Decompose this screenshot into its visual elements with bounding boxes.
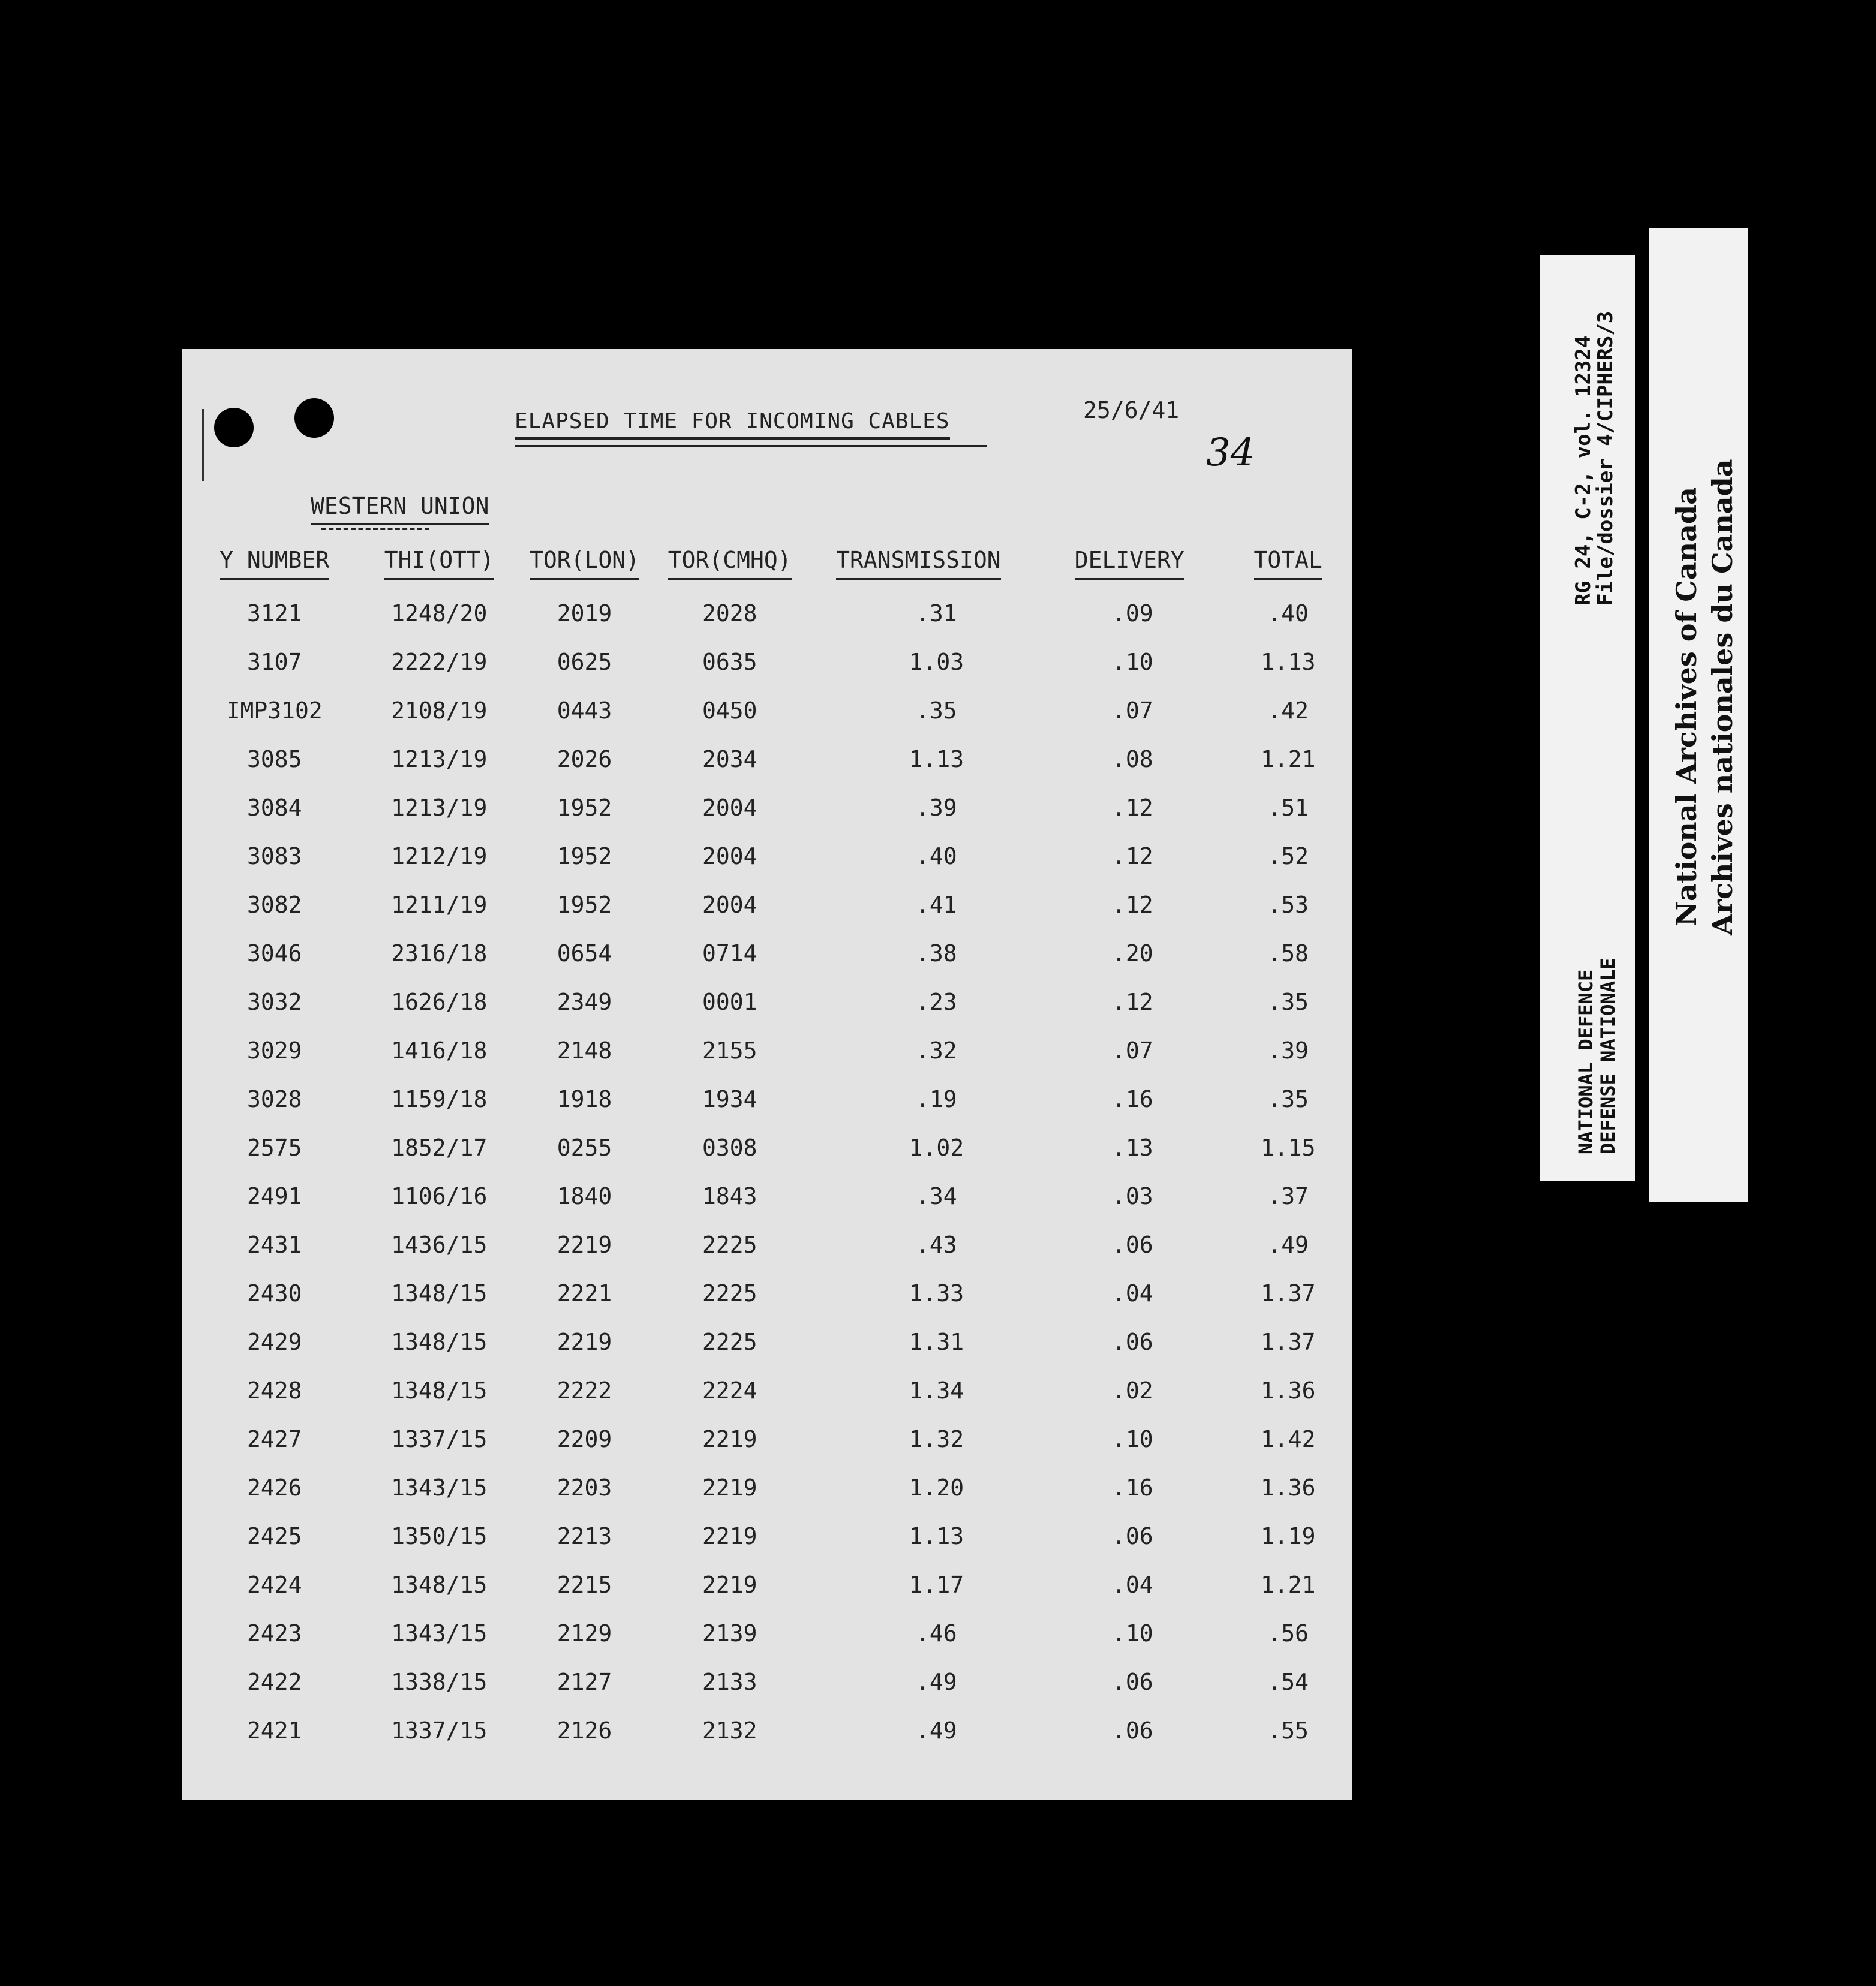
table-cell: 2421 (246, 1717, 302, 1744)
table-cell: 0714 (702, 940, 757, 967)
document-page (182, 349, 1352, 1800)
table-cell: .37 (1267, 1182, 1309, 1209)
table-cell: 0308 (702, 1134, 757, 1161)
table-cell: 1.37 (1260, 1280, 1316, 1307)
table-cell: 1159/18 (391, 1085, 488, 1112)
table-cell: .43 (916, 1231, 957, 1258)
table-cell: .35 (1267, 988, 1309, 1015)
table-cell: .13 (1111, 1134, 1153, 1161)
table-cell: 1952 (557, 891, 612, 918)
table-cell: .06 (1111, 1328, 1153, 1355)
table-cell: .31 (916, 600, 957, 627)
table-cell: .06 (1111, 1668, 1153, 1695)
column-header: TOR(LON) (511, 547, 658, 589)
table-cell: 2428 (246, 1377, 302, 1404)
table-cell: 3084 (246, 794, 302, 821)
table-cell: 2203 (557, 1474, 612, 1501)
table-cell: IMP3102 (226, 697, 323, 724)
table-cell: .16 (1111, 1474, 1153, 1501)
table-cell: 0635 (702, 648, 757, 675)
table-cell: 1212/19 (391, 842, 488, 869)
table-cell: 1952 (557, 794, 612, 821)
table-cell: 2430 (246, 1280, 302, 1307)
table-cell: .39 (916, 794, 957, 821)
table-cell: .10 (1111, 1425, 1153, 1452)
table-cell: 2034 (702, 745, 757, 772)
table-cell: 1.34 (909, 1377, 964, 1404)
table-row (182, 1463, 1352, 1512)
table-cell: 2575 (246, 1134, 302, 1161)
document-date: 25/6/41 (1083, 397, 1180, 423)
table-cell: 2491 (246, 1182, 302, 1209)
table-cell: 1337/15 (391, 1717, 488, 1744)
table-cell: 2219 (702, 1425, 757, 1452)
table-cell: .06 (1111, 1717, 1153, 1744)
table-cell: 3121 (246, 600, 302, 627)
section-heading: WESTERN UNION (311, 493, 489, 525)
table-row (182, 1123, 1352, 1172)
table-cell: 2108/19 (391, 697, 488, 724)
document-title: ELAPSED TIME FOR INCOMING CABLES (515, 409, 950, 440)
table-row (182, 929, 1352, 977)
table-cell: 3029 (246, 1037, 302, 1064)
column-header: DELIVERY (1035, 547, 1223, 589)
table-cell: .12 (1111, 891, 1153, 918)
section-dashed-underline (321, 528, 429, 530)
table-cell: 1852/17 (391, 1134, 488, 1161)
table-cell: 2224 (702, 1377, 757, 1404)
table-row (182, 735, 1352, 783)
table-cell: .12 (1111, 794, 1153, 821)
table-cell: .40 (916, 842, 957, 869)
table-cell: 2222/19 (391, 648, 488, 675)
table-cell: 1436/15 (391, 1231, 488, 1258)
punch-hole (214, 408, 254, 447)
table-cell: 1.13 (1260, 648, 1316, 675)
table-row (182, 832, 1352, 880)
table-cell: 3107 (246, 648, 302, 675)
table-row (182, 783, 1352, 832)
table-cell: .07 (1111, 697, 1153, 724)
table-cell: 1.32 (909, 1425, 964, 1452)
table-cell: 1.15 (1260, 1134, 1316, 1161)
table-cell: 3083 (246, 842, 302, 869)
table-cell: .49 (916, 1717, 957, 1744)
table-cell: 0654 (557, 940, 612, 967)
table-cell: 3085 (246, 745, 302, 772)
table-cell: 2126 (557, 1717, 612, 1744)
table-row (182, 1609, 1352, 1657)
table-cell: .35 (916, 697, 957, 724)
table-cell: 3032 (246, 988, 302, 1015)
table-cell: 2219 (702, 1522, 757, 1549)
department-fr: DEFENSE NATIONALE (1597, 958, 1619, 1154)
column-header: Y NUMBER (182, 547, 367, 589)
cable-times-table (182, 547, 1352, 1755)
table-cell: 2219 (557, 1328, 612, 1355)
table-cell: 0255 (557, 1134, 612, 1161)
table-cell: 2225 (702, 1328, 757, 1355)
table-cell: .04 (1111, 1280, 1153, 1307)
table-cell: .55 (1267, 1717, 1309, 1744)
table-row (182, 1026, 1352, 1075)
table-cell: 2004 (702, 794, 757, 821)
table-cell: .32 (916, 1037, 957, 1064)
table-cell: 0450 (702, 697, 757, 724)
table-header-row (182, 547, 1352, 589)
table-cell: .08 (1111, 745, 1153, 772)
table-cell: 1.13 (909, 745, 964, 772)
table-cell: .49 (916, 1668, 957, 1695)
table-cell: .19 (916, 1085, 957, 1112)
margin-mark (202, 409, 204, 481)
table-cell: .02 (1111, 1377, 1153, 1404)
table-cell: .40 (1267, 600, 1309, 627)
table-cell: 1.33 (909, 1280, 964, 1307)
table-cell: 2423 (246, 1620, 302, 1647)
table-cell: 2219 (702, 1474, 757, 1501)
table-cell: .46 (916, 1620, 957, 1647)
table-row (182, 977, 1352, 1026)
table-cell: 2215 (557, 1571, 612, 1598)
table-cell: 2148 (557, 1037, 612, 1064)
table-cell: .23 (916, 988, 957, 1015)
table-row (182, 686, 1352, 735)
table-cell: 1248/20 (391, 600, 488, 627)
table-row (182, 1560, 1352, 1609)
table-cell: .42 (1267, 697, 1309, 724)
table-cell: .09 (1111, 600, 1153, 627)
table-row (182, 589, 1352, 637)
table-row (182, 1512, 1352, 1560)
table-cell: 1934 (702, 1085, 757, 1112)
table-cell: 1840 (557, 1182, 612, 1209)
table-cell: .54 (1267, 1668, 1309, 1695)
table-cell: 3082 (246, 891, 302, 918)
table-cell: 1.37 (1260, 1328, 1316, 1355)
table-cell: 2426 (246, 1474, 302, 1501)
table-cell: 2349 (557, 988, 612, 1015)
table-cell: 1348/15 (391, 1571, 488, 1598)
column-header: TOTAL (1223, 547, 1352, 589)
table-cell: .12 (1111, 842, 1153, 869)
table-cell: .41 (916, 891, 957, 918)
table-cell: 2225 (702, 1280, 757, 1307)
table-cell: 2222 (557, 1377, 612, 1404)
table-cell: .51 (1267, 794, 1309, 821)
table-cell: 1.03 (909, 648, 964, 675)
table-cell: 2133 (702, 1668, 757, 1695)
column-header: TOR(CMHQ) (658, 547, 802, 589)
table-cell: 2155 (702, 1037, 757, 1064)
table-row (182, 1366, 1352, 1415)
table-row (182, 1269, 1352, 1317)
table-cell: .10 (1111, 648, 1153, 675)
department-en: NATIONAL DEFENCE (1574, 969, 1597, 1154)
table-cell: 2127 (557, 1668, 612, 1695)
table-cell: 1338/15 (391, 1668, 488, 1695)
table-cell: .16 (1111, 1085, 1153, 1112)
table-cell: 1.36 (1260, 1474, 1316, 1501)
table-cell: .56 (1267, 1620, 1309, 1647)
table-cell: 2424 (246, 1571, 302, 1598)
archive-file: File/dossier 4/CIPHERS/3 (1594, 311, 1618, 606)
table-cell: 1952 (557, 842, 612, 869)
table-cell: .39 (1267, 1037, 1309, 1064)
table-cell: .49 (1267, 1231, 1309, 1258)
table-cell: 2427 (246, 1425, 302, 1452)
table-cell: 2219 (557, 1231, 612, 1258)
table-cell: 1.21 (1260, 745, 1316, 772)
table-cell: 1.42 (1260, 1425, 1316, 1452)
table-cell: .03 (1111, 1182, 1153, 1209)
archives-name-en: National Archives of Canada (1670, 487, 1703, 926)
table-cell: 1.19 (1260, 1522, 1316, 1549)
table-row (182, 1220, 1352, 1269)
table-row (182, 637, 1352, 686)
handwritten-page-number: 34 (1206, 431, 1255, 475)
table-cell: 1.36 (1260, 1377, 1316, 1404)
table-row (182, 1172, 1352, 1220)
title-double-underline (515, 445, 987, 447)
table-cell: 1213/19 (391, 745, 488, 772)
table-cell: 1.13 (909, 1522, 964, 1549)
table-cell: 2429 (246, 1328, 302, 1355)
table-cell: 1.02 (909, 1134, 964, 1161)
table-cell: 1348/15 (391, 1328, 488, 1355)
table-cell: .35 (1267, 1085, 1309, 1112)
table-cell: 2425 (246, 1522, 302, 1549)
table-cell: .34 (916, 1182, 957, 1209)
table-cell: 1106/16 (391, 1182, 488, 1209)
table-cell: 1.31 (909, 1328, 964, 1355)
table-cell: 3028 (246, 1085, 302, 1112)
table-cell: 0001 (702, 988, 757, 1015)
table-cell: 0443 (557, 697, 612, 724)
table-cell: .06 (1111, 1231, 1153, 1258)
table-cell: 2129 (557, 1620, 612, 1647)
table-cell: 1626/18 (391, 988, 488, 1015)
table-row (182, 1415, 1352, 1463)
table-cell: 1416/18 (391, 1037, 488, 1064)
column-header: THI(OTT) (367, 547, 511, 589)
table-cell: 2316/18 (391, 940, 488, 967)
table-cell: 2225 (702, 1231, 757, 1258)
table-cell: 0625 (557, 648, 612, 675)
table-cell: 1211/19 (391, 891, 488, 918)
table-cell: 1350/15 (391, 1522, 488, 1549)
table-cell: 2004 (702, 842, 757, 869)
table-row (182, 1706, 1352, 1755)
table-cell: 1213/19 (391, 794, 488, 821)
table-cell: 2026 (557, 745, 612, 772)
table-cell: 1918 (557, 1085, 612, 1112)
table-cell: 1.21 (1260, 1571, 1316, 1598)
table-cell: 1343/15 (391, 1474, 488, 1501)
table-cell: 2004 (702, 891, 757, 918)
table-cell: .38 (916, 940, 957, 967)
table-cell: 2213 (557, 1522, 612, 1549)
table-cell: .06 (1111, 1522, 1153, 1549)
table-cell: 2431 (246, 1231, 302, 1258)
table-cell: 3046 (246, 940, 302, 967)
table-row (182, 1657, 1352, 1706)
table-cell: 1348/15 (391, 1280, 488, 1307)
table-cell: 2028 (702, 600, 757, 627)
table-cell: .20 (1111, 940, 1153, 967)
table-cell: .53 (1267, 891, 1309, 918)
table-cell: 1337/15 (391, 1425, 488, 1452)
table-cell: 2219 (702, 1571, 757, 1598)
table-cell: 2139 (702, 1620, 757, 1647)
table-cell: 2019 (557, 600, 612, 627)
table-cell: .52 (1267, 842, 1309, 869)
table-row (182, 1075, 1352, 1123)
archives-name-fr: Archives nationales du Canada (1706, 459, 1739, 935)
table-cell: 1343/15 (391, 1620, 488, 1647)
table-cell: .10 (1111, 1620, 1153, 1647)
table-cell: 1.17 (909, 1571, 964, 1598)
table-cell: .04 (1111, 1571, 1153, 1598)
table-cell: 2209 (557, 1425, 612, 1452)
table-cell: 1348/15 (391, 1377, 488, 1404)
punch-hole (294, 398, 334, 438)
table-row (182, 1317, 1352, 1366)
table-cell: 2422 (246, 1668, 302, 1695)
table-cell: .12 (1111, 988, 1153, 1015)
column-header: TRANSMISSION (802, 547, 1035, 589)
table-cell: .58 (1267, 940, 1309, 967)
table-cell: .07 (1111, 1037, 1153, 1064)
table-cell: 1.20 (909, 1474, 964, 1501)
table-cell: 1843 (702, 1182, 757, 1209)
archive-reference: RG 24, C-2, vol. 12324 (1571, 335, 1595, 606)
table-cell: 2221 (557, 1280, 612, 1307)
table-row (182, 880, 1352, 929)
table-cell: 2132 (702, 1717, 757, 1744)
